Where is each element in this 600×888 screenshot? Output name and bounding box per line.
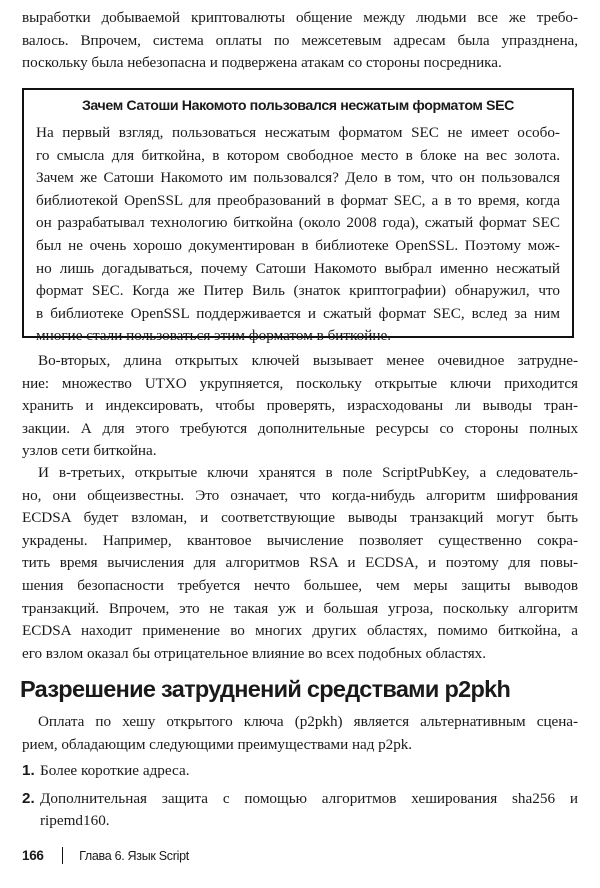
- text-line: рием, обладающим следующими преимуществами над p2pk.: [22, 735, 413, 753]
- section-heading: Разрешение затруднений средствами p2pkh: [20, 676, 511, 702]
- text-line: многие стали пользоваться этим форматом в биткойне.: [36, 327, 392, 345]
- text-line: Оплата по хешу открытого ключа (p2pkh) является альтернативным сцена-: [38, 713, 578, 730]
- text-line: транзакций. Впрочем, это не такая уж и большая угроза, поскольку алгоритм: [22, 599, 578, 617]
- text-line: закции. А для этого требуются дополнительные ресурсы со стороны полных: [22, 419, 578, 437]
- top-paragraph: [22, 7, 578, 75]
- text-line: го смысла для биткойна, в котором свободное место в блоке на вес золота.: [36, 146, 560, 164]
- text-line: он разрабатывал технологию биткойна (около 2008 года), сжатый формат SEC: [36, 214, 560, 232]
- text-line: выработки добываемой криптовалюты общение между людьми все же требо-: [22, 9, 578, 26]
- text-line: ECDSA находит применение во многих других областях, помимо биткойна, а: [22, 622, 578, 640]
- advantages-list: [22, 760, 578, 838]
- list-item: [22, 788, 578, 833]
- text-line: узлов сети биткойна.: [22, 442, 157, 460]
- text-line: формат SEC. Когда же Питер Виль (знаток криптографии) обнаружил, что: [36, 282, 560, 300]
- text-line: Более короткие адреса.: [40, 762, 190, 779]
- list-item: [22, 760, 578, 783]
- intro-paragraph: [22, 711, 578, 756]
- text-line: Зачем же Сатоши Накомото им пользовался? Дело в том, что он пользовался: [36, 169, 560, 187]
- paragraph-second: [22, 350, 578, 463]
- text-line: ripemd160.: [40, 812, 110, 830]
- text-line: ECDSA будет взломан, и соответствующие выводы транзакций могут быть: [22, 509, 578, 527]
- text-line: украдены. Например, квантовое вычисление позволяет существенно сокра-: [22, 531, 578, 549]
- sidebar-box-title: Зачем Сатоши Накомото пользовался несжатым форматом SEC: [81, 98, 515, 114]
- text-line: был не очень хорошо документирован в библиотеке OpenSSL. Поэтому мож-: [36, 236, 560, 254]
- text-line: И в-третьих, открытые ключи хранятся в поле ScriptPubKey, а следователь-: [38, 464, 578, 481]
- page-number: 166: [22, 848, 44, 863]
- list-number: 2.: [22, 789, 35, 807]
- paragraph-third: [22, 462, 578, 665]
- list-number: 1.: [22, 762, 35, 779]
- text-line: хранить и индексировать, чтобы проверять, израсходованы ли выводы тран-: [22, 397, 578, 415]
- text-line: но лишь догадываться, почему Сатоши Накомото выбрал именно несжатый: [36, 259, 560, 277]
- text-line: Дополнительная защита с помощью алгоритмов хеширования sha256 и: [40, 789, 578, 807]
- text-line: библиотекой OpenSSL для преобразований в формат SEC, а в то время, когда: [36, 191, 560, 209]
- sidebar-box-text: [36, 122, 560, 348]
- sidebar-box: [22, 88, 574, 345]
- text-line: валось. Впрочем, система оплаты по межсетевым адресам была упразднена,: [22, 31, 578, 49]
- text-line: На первый взгляд, пользоваться несжатым форматом SEC не имеет особо-: [36, 124, 560, 141]
- text-line: его взлом оказал бы отрицательное влияние во всех подобных областях.: [22, 644, 486, 662]
- text-line: в библиотеке OpenSSL поддерживается и сжатый формат SEC, вслед за ним: [36, 304, 560, 322]
- text-line: тить время вычисления для алгоритмов RSA и ECDSA, и поэтому для повы-: [22, 554, 578, 572]
- text-line: ние: множество UTXO укрупняется, поскольку открытые ключи приходится: [22, 374, 578, 392]
- chapter-title: Глава 6. Язык Script: [79, 848, 189, 863]
- text-line: Во-вторых, длина открытых ключей вызывает менее очевидное затрудне-: [38, 352, 578, 369]
- footer-divider: [62, 847, 64, 864]
- text-line: шения безопасности требуется нечто большее, чем меры защиты выводов: [22, 576, 578, 594]
- page-footer: [22, 847, 189, 864]
- text-line: но, они общеизвестны. Это означает, что когда-нибудь алгоритм шифрования: [22, 486, 578, 504]
- text-line: поскольку была небезопасна и подвержена атакам со стороны посредника.: [22, 54, 502, 72]
